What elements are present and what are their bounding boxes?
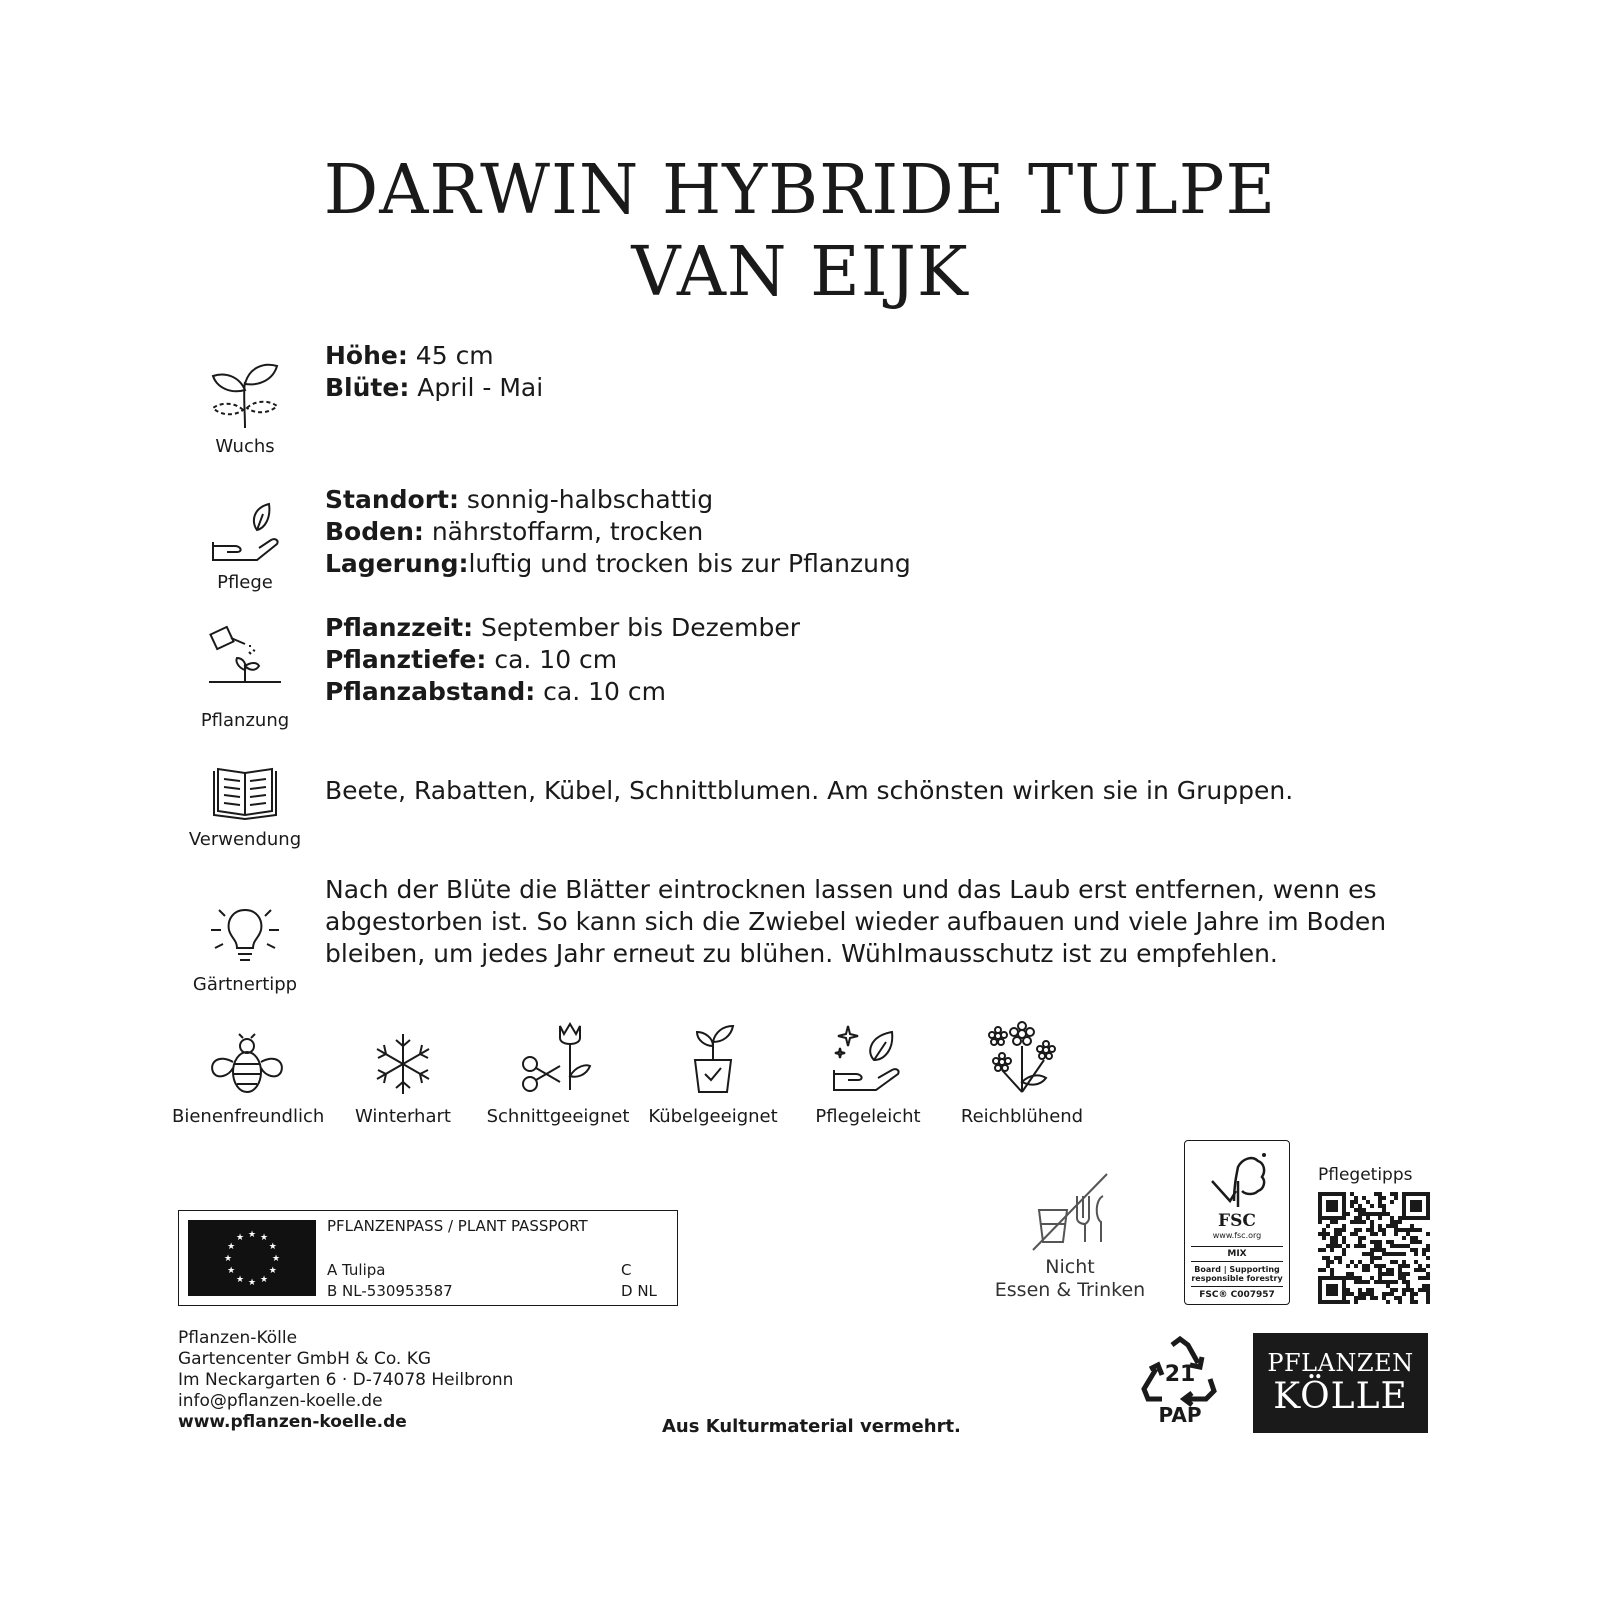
address-line-2: Gartencenter GmbH & Co. KG bbox=[178, 1349, 432, 1369]
pflege-icon-block bbox=[185, 500, 305, 593]
pflanzabstand-key: Pflanzabstand: bbox=[325, 677, 536, 706]
brand-line-1: PFLANZEN bbox=[1267, 1349, 1414, 1377]
pflege-label: Pflege bbox=[217, 572, 273, 593]
brand-line-2: KÖLLE bbox=[1273, 1376, 1408, 1417]
pflanzzeit-line bbox=[325, 612, 800, 644]
wuchs-label: Wuchs bbox=[215, 436, 275, 457]
feature-reichbluehend bbox=[947, 1032, 1097, 1127]
address-line-3: Im Neckargarten 6 · D-74078 Heilbronn bbox=[178, 1370, 514, 1390]
hoehe-value: 45 cm bbox=[407, 341, 494, 370]
hoehe-line bbox=[325, 340, 543, 372]
pflanztiefe-value: ca. 10 cm bbox=[486, 645, 618, 674]
passport-d: D NL bbox=[621, 1282, 657, 1300]
lagerung-key: Lagerung: bbox=[325, 549, 469, 578]
pflanztiefe-key: Pflanztiefe: bbox=[325, 645, 487, 674]
eu-star-icon: ★ bbox=[247, 1230, 257, 1240]
address-website: www.pflanzen-koelle.de bbox=[178, 1412, 407, 1432]
eu-star-icon: ★ bbox=[235, 1233, 245, 1244]
title-line-1: DARWIN HYBRIDE TULPE bbox=[323, 151, 1277, 230]
open-book-icon bbox=[210, 765, 280, 823]
verwendung-text: Beete, Rabatten, Kübel, Schnittblumen. Am schönsten wirken sie in Gruppen. bbox=[325, 776, 1294, 805]
eu-star-icon: ★ bbox=[259, 1274, 269, 1285]
standort-line bbox=[325, 484, 911, 516]
standort-key: Standort: bbox=[325, 485, 459, 514]
pflanzzeit-key: Pflanzzeit: bbox=[325, 613, 474, 642]
eu-flag-icon bbox=[188, 1220, 316, 1296]
no-eat-line-2: Essen & Trinken bbox=[994, 1279, 1146, 1301]
fsc-code: FSC® C007957 bbox=[1199, 1290, 1275, 1300]
address-line-1: Pflanzen-Kölle bbox=[178, 1328, 298, 1348]
feature-label: Pflegeleicht bbox=[815, 1106, 921, 1127]
boden-key: Boden: bbox=[325, 517, 424, 546]
feature-label: Winterhart bbox=[355, 1106, 451, 1127]
fsc-tree-icon bbox=[1202, 1151, 1272, 1211]
bee-icon bbox=[207, 1032, 287, 1096]
feature-label: Bienenfreundlich bbox=[172, 1106, 325, 1127]
recycle-number: 21 bbox=[1164, 1362, 1196, 1387]
page-title bbox=[0, 150, 1600, 314]
culture-note: Aus Kulturmaterial vermehrt. bbox=[662, 1416, 961, 1437]
no-food-drink-icon bbox=[1025, 1170, 1115, 1256]
qr-code-icon[interactable] bbox=[1318, 1192, 1430, 1308]
feature-label: Reichblühend bbox=[960, 1106, 1084, 1127]
passport-b: B NL-530953587 bbox=[327, 1282, 453, 1300]
eu-star-icon: ★ bbox=[259, 1233, 269, 1244]
feature-kuebelgeeignet bbox=[638, 1032, 788, 1127]
no-eat-line-1: Nicht bbox=[1045, 1256, 1095, 1278]
flowers-icon bbox=[982, 1020, 1062, 1096]
feature-label: Schnittgeeignet bbox=[486, 1106, 630, 1127]
eu-star-icon: ★ bbox=[271, 1254, 281, 1264]
fsc-mix: MIX bbox=[1227, 1249, 1247, 1259]
eu-star-icon: ★ bbox=[268, 1242, 277, 1252]
hand-leaf-icon bbox=[207, 500, 283, 566]
qr-code-graphic bbox=[1318, 1192, 1430, 1304]
boden-value: nährstoffarm, trocken bbox=[423, 517, 704, 546]
feature-pflegeleicht bbox=[793, 1032, 943, 1127]
standort-value: sonnig-halbschattig bbox=[458, 485, 714, 514]
pflanzzeit-value: September bis Dezember bbox=[473, 613, 800, 642]
brand-logo bbox=[1253, 1333, 1428, 1433]
company-address bbox=[178, 1328, 513, 1433]
feature-winterhart bbox=[328, 1032, 478, 1127]
bluete-line bbox=[325, 372, 543, 404]
pflanzung-text bbox=[325, 612, 800, 708]
title-line-2: VAN EIJK bbox=[631, 233, 969, 312]
bluete-key: Blüte: bbox=[325, 373, 410, 402]
pflanzabstand-value: ca. 10 cm bbox=[535, 677, 666, 706]
feature-label: Kübelgeeignet bbox=[648, 1106, 778, 1127]
eu-stars bbox=[188, 1220, 316, 1296]
pflanzung-icon-block bbox=[185, 624, 305, 731]
recycle-icon bbox=[1140, 1335, 1220, 1407]
fsc-label bbox=[1184, 1140, 1290, 1305]
feature-bienenfreundlich bbox=[172, 1032, 325, 1127]
eu-star-icon: ★ bbox=[227, 1242, 236, 1252]
leaf-sprout-icon bbox=[207, 354, 283, 430]
fsc-desc-2: responsible forestry bbox=[1191, 1274, 1283, 1283]
potted-plant-icon bbox=[683, 1020, 743, 1096]
feature-schnittgeeignet bbox=[483, 1032, 633, 1127]
passport-header: PFLANZENPASS / PLANT PASSPORT bbox=[327, 1217, 588, 1235]
lagerung-value: luftig und trocken bis zur Pflanzung bbox=[468, 549, 911, 578]
address-email: info@pflanzen-koelle.de bbox=[178, 1391, 383, 1411]
verwendung-label: Verwendung bbox=[188, 829, 302, 850]
boden-line bbox=[325, 516, 911, 548]
lightbulb-icon bbox=[205, 902, 285, 968]
eu-star-icon: ★ bbox=[235, 1274, 245, 1285]
recycling-symbol bbox=[1135, 1335, 1225, 1427]
wuchs-text bbox=[325, 340, 543, 404]
passport-a: A Tulipa bbox=[327, 1261, 386, 1279]
no-eat-drink-block bbox=[990, 1170, 1150, 1302]
bluete-value: April - Mai bbox=[409, 373, 544, 402]
pflege-text bbox=[325, 484, 911, 580]
eu-star-icon: ★ bbox=[227, 1266, 236, 1276]
wuchs-icon-block bbox=[185, 354, 305, 457]
gaertnertipp-text: Nach der Blüte die Blätter eintrocknen lassen und das Laub erst entfernen, wenn es abgestorben ist. So kann sich die Zwiebel wieder aufbauen und viele Jahre im Boden bleiben, um jedes Jahr erneut zu blühen. Wühlmausschutz ist zu empfehlen. bbox=[325, 875, 1387, 968]
hoehe-key: Höhe: bbox=[325, 341, 408, 370]
pflanzabstand-line bbox=[325, 676, 800, 708]
fsc-desc-1: Board | Supporting bbox=[1194, 1265, 1280, 1274]
scissors-tulip-icon bbox=[518, 1020, 598, 1096]
watering-can-icon bbox=[205, 624, 285, 704]
fsc-url: www.fsc.org bbox=[1212, 1231, 1262, 1240]
pflanztiefe-line bbox=[325, 644, 800, 676]
passport-c: C bbox=[621, 1261, 632, 1279]
verwendung-icon-block bbox=[185, 765, 305, 850]
eu-star-icon: ★ bbox=[223, 1254, 233, 1264]
recycle-label: PAP bbox=[1158, 1403, 1202, 1427]
lagerung-line bbox=[325, 548, 911, 580]
qr-title: Pflegetipps bbox=[1318, 1165, 1413, 1185]
hand-sparkle-leaf-icon bbox=[828, 1020, 908, 1096]
snowflake-icon bbox=[368, 1032, 438, 1096]
gaertnertipp-icon-block bbox=[185, 902, 305, 995]
eu-star-icon: ★ bbox=[268, 1266, 277, 1276]
fsc-name: FSC bbox=[1218, 1211, 1256, 1231]
gaertnertipp-label: Gärtnertipp bbox=[192, 974, 298, 995]
plant-passport bbox=[178, 1210, 678, 1306]
pflanzung-label: Pflanzung bbox=[200, 710, 290, 731]
eu-star-icon: ★ bbox=[247, 1278, 257, 1288]
